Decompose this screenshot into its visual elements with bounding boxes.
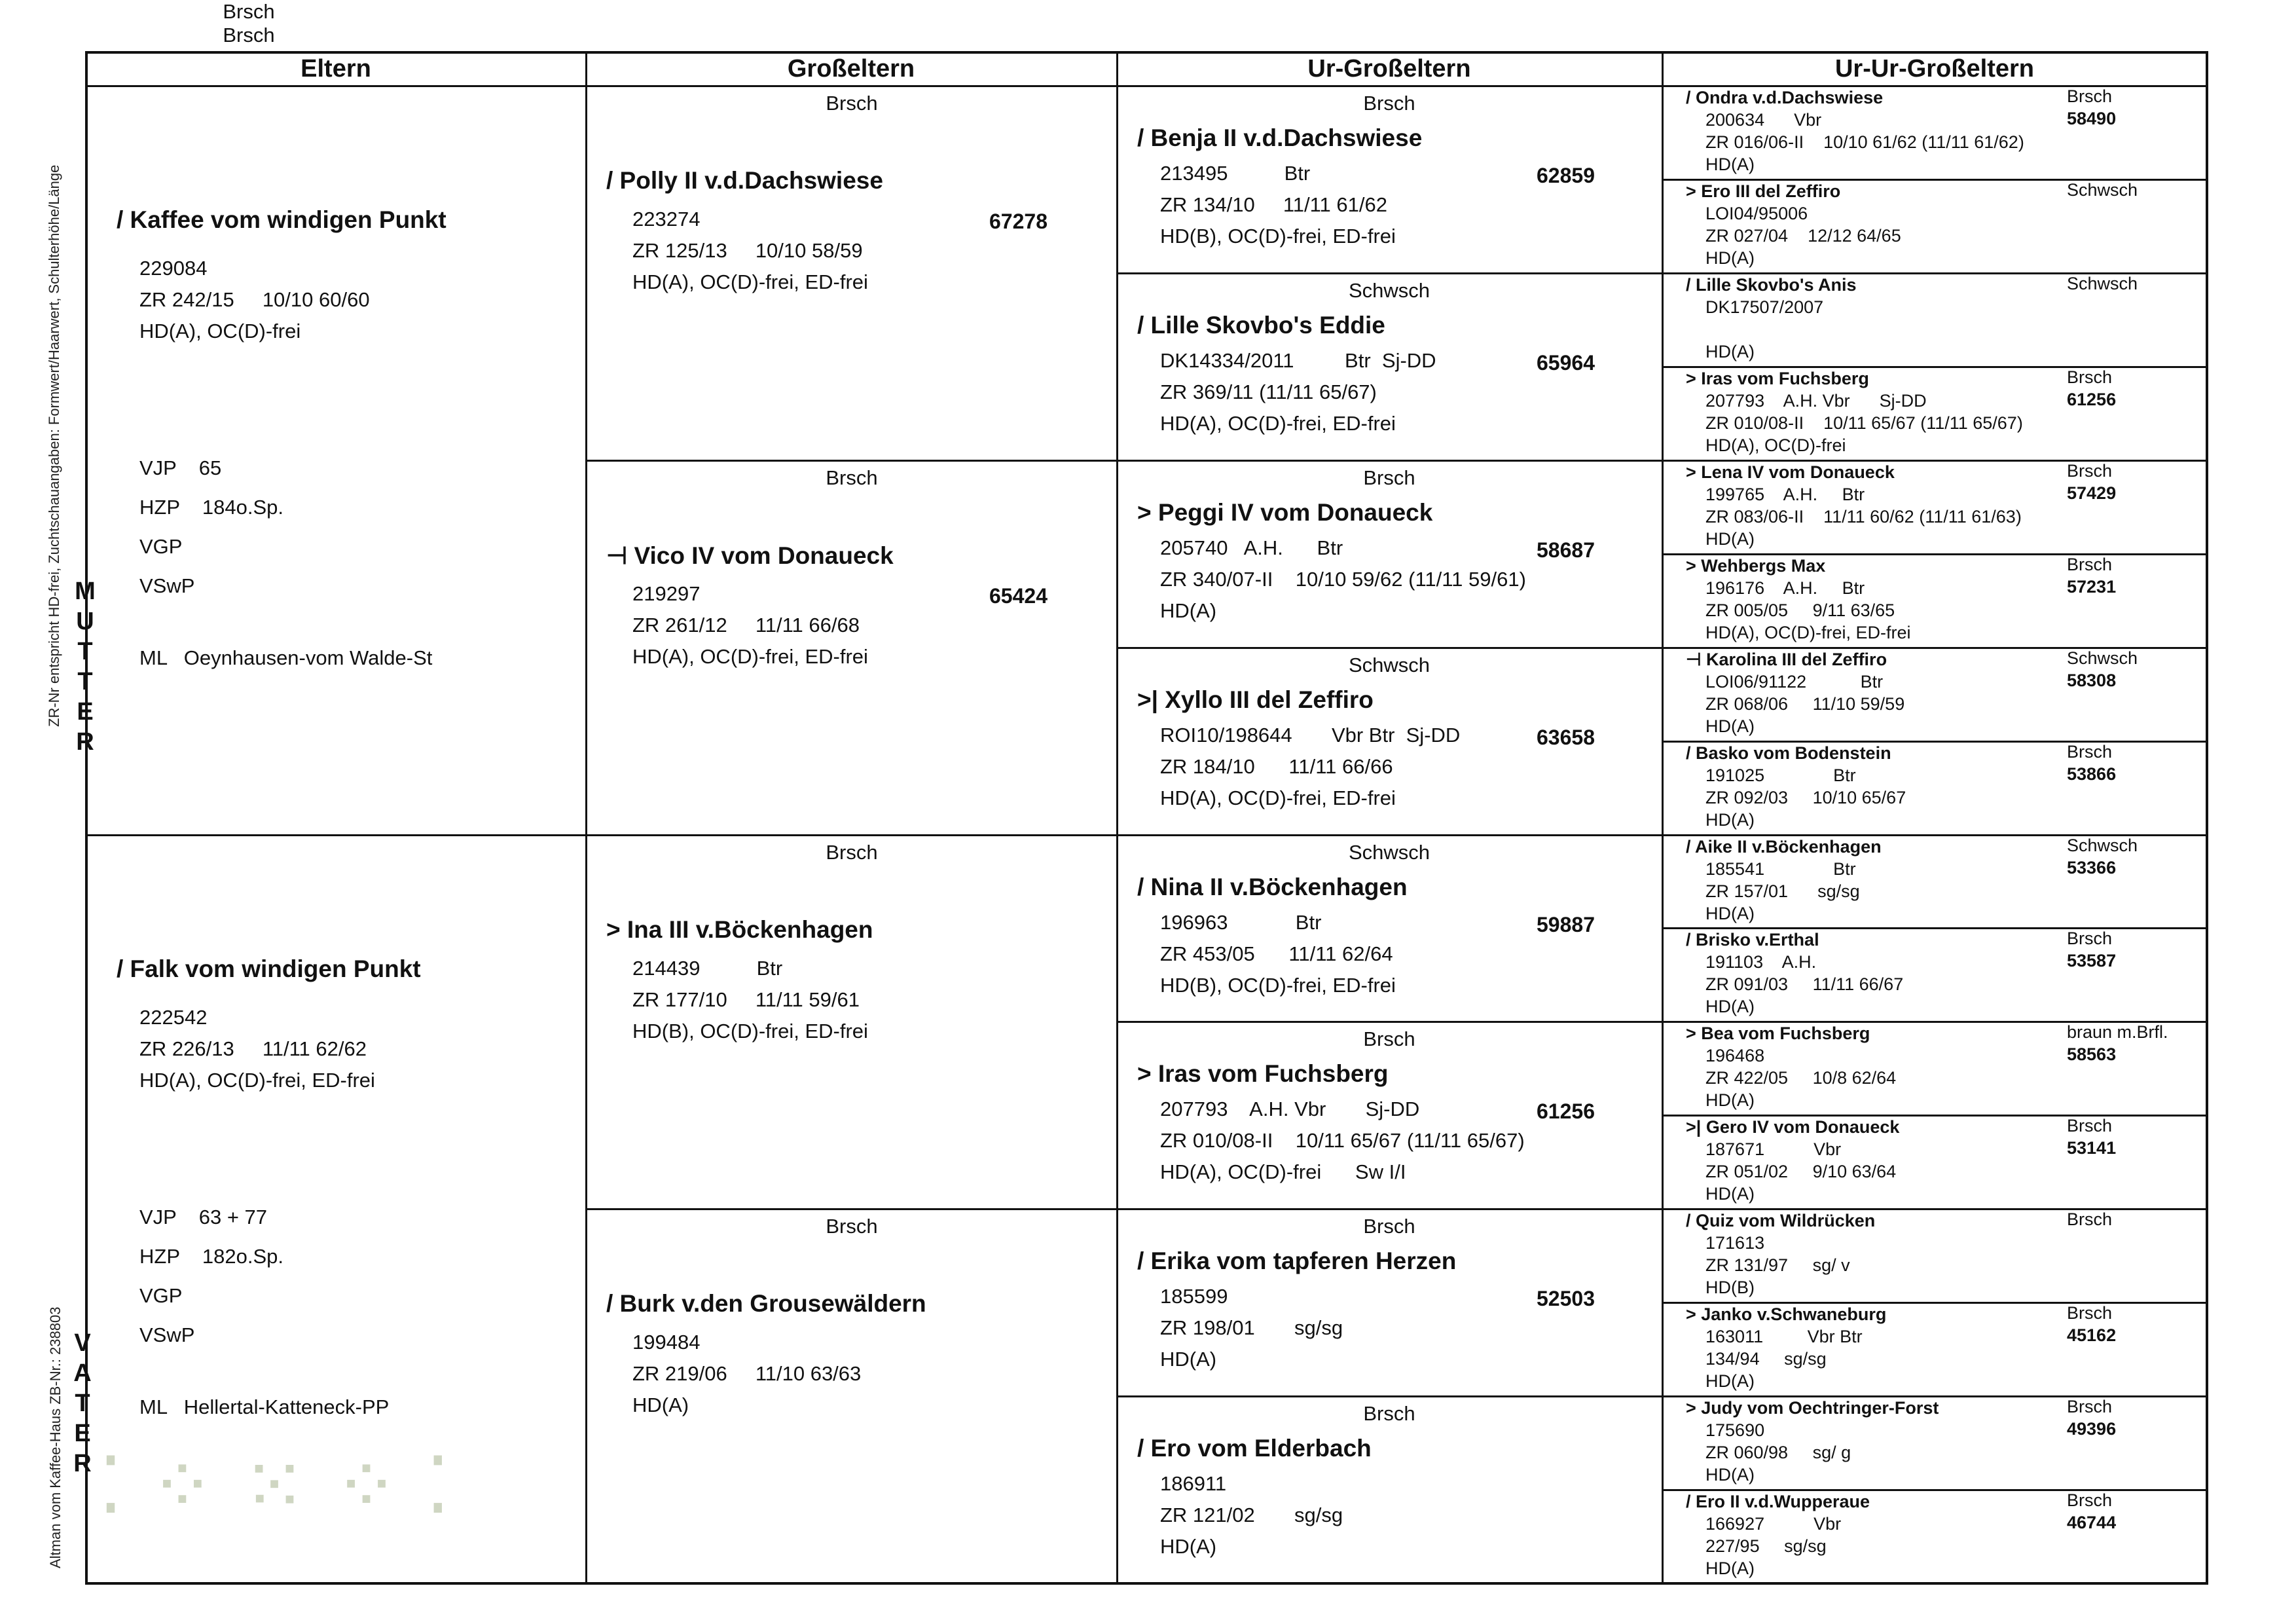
urgrosseltern-color: Schwsch [1348,653,1430,676]
ururgrosseltern-color: Brsch [2067,1116,2113,1136]
ururgrosseltern-detail: ZR 091/03 11/11 66/67 [1705,974,1904,995]
ururgrosseltern-detail: HD(A) [1705,155,1755,174]
urgrosseltern-detail: ZR 121/02 sg/sg [1160,1504,1343,1527]
ururgrosseltern-name: / Brisko v.Erthal [1686,930,1819,950]
ururgrosseltern-detail: 199765 A.H. Btr [1705,484,1865,504]
ururgrosseltern-color: Brsch [2067,1397,2113,1417]
urgrosseltern-detail: HD(A), OC(D)-frei, ED-frei [1160,786,1396,809]
grosseltern-number: 65424 [989,583,1048,608]
ururgrosseltern-color: Schwsch [2067,273,2138,293]
urgrosseltern-detail: ZR 369/11 (11/11 65/67) [1160,380,1377,403]
ururgrosseltern-detail: ZR 005/05 9/11 63/65 [1705,600,1895,620]
urgrosseltern-detail: 185599 [1160,1285,1228,1308]
ururgrosseltern-color: Schwsch [2067,179,2138,200]
ururgrosseltern-detail: 196468 [1705,1046,1765,1066]
urgrosseltern-number: 63658 [1537,725,1595,749]
ururgrosseltern-detail: HD(A) [1705,1090,1755,1111]
ururgrosseltern-name: > Judy vom Oechtringer-Forst [1686,1398,1939,1418]
ururgrosseltern-number: 58563 [2067,1044,2117,1065]
header-grosseltern: Großeltern [787,55,915,83]
ururgrosseltern-name: / Ondra v.d.Dachswiese [1686,88,1884,107]
ururgrosseltern-name: >| Gero IV vom Donaueck [1686,1117,1900,1137]
ururgrosseltern-number: 46744 [2067,1513,2117,1533]
urgrosseltern-name: > Peggi IV vom Donaueck [1137,498,1433,526]
eltern-detail: 229084 [139,257,208,280]
ururgrosseltern-number: 45162 [2067,1325,2117,1346]
ururgrosseltern-detail: LOI04/95006 [1705,203,1808,223]
ururgrosseltern-name: / Lille Skovbo's Anis [1686,274,1857,295]
urgrosseltern-detail: HD(A) [1160,1348,1217,1371]
ururgrosseltern-detail: HD(A), OC(D)-frei [1705,435,1846,455]
ururgrosseltern-detail: ZR 027/04 12/12 64/65 [1705,225,1901,246]
row-rule [1118,1395,1663,1397]
urgrosseltern-detail: ZR 134/10 11/11 61/62 [1160,193,1387,216]
row-rule [1118,272,1663,274]
ururgrosseltern-detail: HD(A) [1705,248,1755,268]
urgrosseltern-detail: HD(A) [1160,1535,1217,1559]
urgrosseltern-detail: DK14334/2011 Btr Sj-DD [1160,348,1436,372]
grosseltern-color: Brsch [826,1215,878,1238]
ururgrosseltern-number: 57231 [2067,576,2117,597]
row-rule [1118,647,1663,649]
urgrosseltern-color: Brsch [1363,1027,1415,1051]
ururgrosseltern-detail: HD(A) [1705,809,1755,830]
ururgrosseltern-detail: 196176 A.H. Btr [1705,578,1865,598]
urgrosseltern-number: 58687 [1537,538,1595,562]
ururgrosseltern-detail: ZR 083/06-II 11/11 60/62 (11/11 61/63) [1705,506,2022,526]
ururgrosseltern-detail: HD(A) [1705,1559,1755,1579]
urgrosseltern-name: > Iras vom Fuchsberg [1137,1060,1389,1088]
ururgrosseltern-detail: ZR 016/06-II 10/10 61/62 (11/11 61/62) [1705,132,2024,152]
ururgrosseltern-color: Brsch [2067,86,2113,106]
ururgrosseltern-color: Brsch [2067,1209,2113,1230]
eltern-color: Brsch [223,0,275,23]
urgrosseltern-name: >| Xyllo III del Zeffiro [1137,686,1374,713]
urgrosseltern-detail: 207793 A.H. Vbr Sj-DD [1160,1098,1420,1121]
eltern-trial: VJP 63 + 77 [139,1205,268,1228]
eltern-trial: VSwP [139,1323,217,1346]
urgrosseltern-number: 59887 [1537,912,1595,936]
side-note-bottom: Altman vom Kaffee-Haus ZB-Nr.: 238803 [47,1306,64,1568]
ururgrosseltern-detail: 227/95 sg/sg [1705,1536,1827,1557]
ururgrosseltern-number: 53366 [2067,857,2117,877]
ururgrosseltern-detail: 185541 Btr [1705,858,1856,879]
row-rule [587,1208,1118,1210]
urgrosseltern-detail: HD(B), OC(D)-frei, ED-frei [1160,225,1396,248]
ururgrosseltern-detail: HD(A) [1705,528,1755,549]
ururgrosseltern-detail: LOI06/91122 Btr [1705,671,1884,692]
grosseltern-color: Brsch [826,92,878,115]
ururgrosseltern-detail: 187671 Vbr [1705,1139,1842,1160]
ururgrosseltern-number: 53587 [2067,951,2117,971]
column-rule [1662,52,1664,1583]
urgrosseltern-detail: ZR 198/01 sg/sg [1160,1316,1343,1340]
urgrosseltern-detail: HD(A), OC(D)-frei Sw I/I [1160,1160,1406,1184]
ururgrosseltern-detail: ZR 131/97 sg/ v [1705,1255,1850,1276]
urgrosseltern-color: Schwsch [1348,840,1430,864]
ururgrosseltern-detail: HD(A) [1705,1184,1755,1204]
grosseltern-detail: 223274 [632,208,701,231]
ururgrosseltern-color: Brsch [2067,554,2113,574]
header-eltern: Eltern [301,55,371,83]
ururgrosseltern-detail: ZR 422/05 10/8 62/64 [1705,1068,1897,1088]
ururgrosseltern-detail: 171613 [1705,1233,1765,1253]
grosseltern-name: ⊣ Vico IV vom Donaueck [606,542,894,569]
grosseltern-name: / Polly II v.d.Dachswiese [606,167,883,194]
ururgrosseltern-number: 57429 [2067,483,2117,503]
ururgrosseltern-detail: 200634 Vbr [1705,110,1822,130]
ururgrosseltern-number: 49396 [2067,1419,2117,1439]
ururgrosseltern-color: Brsch [2067,460,2113,481]
urgrosseltern-detail: ROI10/198644 Vbr Btr Sj-DD [1160,723,1461,747]
grosseltern-detail: HD(A), OC(D)-frei, ED-frei [632,270,868,293]
ururgrosseltern-name: / Aike II v.Böckenhagen [1686,836,1882,857]
row-rule [1118,834,1663,836]
ururgrosseltern-detail: DK17507/2007 [1705,297,1824,317]
ururgrosseltern-detail: ZR 157/01 sg/sg [1705,881,1860,901]
row-rule [87,834,587,836]
ururgrosseltern-detail: 134/94 sg/sg [1705,1349,1827,1369]
ururgrosseltern-color: braun m.Brfl. [2067,1022,2168,1043]
grosseltern-detail: HD(A) [632,1393,689,1417]
grosseltern-color: Brsch [826,840,878,864]
ururgrosseltern-detail: HD(B) [1705,1278,1755,1298]
eltern-color: Brsch [223,24,275,46]
ururgrosseltern-detail: 191025 Btr [1705,765,1856,785]
ururgrosseltern-number: 58490 [2067,109,2117,128]
eltern-trial: VSwP [139,574,217,597]
urgrosseltern-number: 52503 [1537,1287,1595,1311]
ururgrosseltern-color: Brsch [2067,1490,2113,1511]
eltern-detail: ZR 226/13 11/11 62/62 [139,1037,367,1060]
grosseltern-detail: ZR 219/06 11/10 63/63 [632,1362,862,1386]
eltern-trial: VJP 65 [139,456,222,479]
eltern-name: / Falk vom windigen Punkt [117,955,421,982]
ururgrosseltern-detail: HD(A) [1705,341,1755,361]
urgrosseltern-name: / Nina II v.Böckenhagen [1137,873,1408,900]
eltern-trial: HZP 182o.Sp. [139,1244,283,1268]
ururgrosseltern-name: ⊣ Karolina III del Zeffiro [1686,649,1887,669]
urgrosseltern-name: / Lille Skovbo's Eddie [1137,311,1385,339]
eltern-detail: HD(A), OC(D)-frei, ED-frei [139,1068,375,1092]
vater-label: V A T E R [73,1329,92,1477]
eltern-detail: HD(A), OC(D)-frei [139,320,301,342]
eltern-ml: ML Oeynhausen-vom Walde-St [139,646,433,669]
ururgrosseltern-number: 58308 [2067,670,2117,690]
eltern-ml: ML Hellertal-Katteneck-PP [139,1395,390,1418]
ururgrosseltern-detail: 166927 Vbr [1705,1514,1842,1534]
row-rule [1118,460,1663,462]
ururgrosseltern-number: 61256 [2067,389,2117,409]
faint-stamp: ⁚⁘⁙⁘⁚ [98,1441,477,1532]
urgrosseltern-detail: HD(B), OC(D)-frei, ED-frei [1160,973,1396,997]
grosseltern-detail: ZR 261/12 11/11 66/68 [632,613,860,637]
ururgrosseltern-number: 53141 [2067,1138,2117,1158]
ururgrosseltern-name: > Iras vom Fuchsberg [1686,368,1869,388]
ururgrosseltern-detail: ZR 010/08-II 10/11 65/67 (11/11 65/67) [1705,413,2023,433]
urgrosseltern-name: / Ero vom Elderbach [1137,1435,1372,1462]
urgrosseltern-number: 65964 [1537,350,1595,375]
urgrosseltern-detail: HD(A), OC(D)-frei, ED-frei [1160,411,1396,435]
urgrosseltern-name: / Erika vom tapferen Herzen [1137,1247,1457,1275]
ururgrosseltern-detail: 207793 A.H. Vbr Sj-DD [1705,390,1927,411]
grosseltern-number: 67278 [989,210,1048,233]
ururgrosseltern-color: Schwsch [2067,835,2138,855]
ururgrosseltern-detail: HD(A) [1705,1371,1755,1392]
header-rule [87,85,2208,87]
ururgrosseltern-name: > Janko v.Schwaneburg [1686,1304,1887,1325]
urgrosseltern-color: Brsch [1363,92,1415,115]
ururgrosseltern-detail: HD(A) [1705,716,1755,736]
ururgrosseltern-detail: ZR 068/06 11/10 59/59 [1705,693,1905,714]
grosseltern-detail: 214439 Btr [632,956,783,980]
row-rule [587,834,1118,836]
urgrosseltern-number: 61256 [1537,1099,1595,1124]
grosseltern-detail: 199484 [632,1331,701,1354]
urgrosseltern-detail: 186911 [1160,1472,1227,1496]
urgrosseltern-detail: HD(A) [1160,599,1217,622]
eltern-name: / Kaffee vom windigen Punkt [117,206,446,233]
grosseltern-name: / Burk v.den Grousewäldern [606,1290,926,1318]
mutter-label: M U T T E R [75,578,96,756]
ururgrosseltern-color: Schwsch [2067,648,2138,668]
urgrosseltern-detail: 196963 Btr [1160,910,1322,934]
ururgrosseltern-detail: HD(A) [1705,1465,1755,1485]
ururgrosseltern-detail: HD(A) [1705,903,1755,923]
grosseltern-detail: 219297 [632,581,701,605]
header-ururgrosseltern: Ur-Ur-Großeltern [1834,55,2035,83]
urgrosseltern-number: 62859 [1537,164,1595,187]
ururgrosseltern-detail: HD(A), OC(D)-frei, ED-frei [1705,622,1911,642]
urgrosseltern-color: Schwsch [1348,278,1430,302]
ururgrosseltern-name: > Bea vom Fuchsberg [1686,1024,1870,1044]
urgrosseltern-detail: ZR 340/07-II 10/10 59/62 (11/11 59/61) [1160,567,1526,591]
urgrosseltern-color: Brsch [1363,1402,1415,1426]
ururgrosseltern-detail: HD(A) [1705,997,1755,1017]
urgrosseltern-detail: ZR 184/10 11/11 66/66 [1160,754,1393,778]
ururgrosseltern-name: / Basko vom Bodenstein [1686,743,1891,763]
urgrosseltern-detail: 213495 Btr [1160,162,1311,185]
urgrosseltern-detail: 205740 A.H. Btr [1160,536,1343,559]
eltern-trial: VGP [139,535,205,558]
grosseltern-detail: HD(B), OC(D)-frei, ED-frei [632,1019,868,1043]
urgrosseltern-color: Brsch [1363,1215,1415,1238]
header-urgrosseltern: Ur-Großeltern [1307,55,1471,83]
column-rule [585,52,587,1583]
grosseltern-color: Brsch [826,466,878,489]
urgrosseltern-color: Brsch [1363,466,1415,489]
row-rule [587,460,1118,462]
eltern-trial: VGP [139,1283,205,1307]
urgrosseltern-detail: ZR 453/05 11/11 62/64 [1160,942,1393,965]
ururgrosseltern-detail: 163011 Vbr Btr [1705,1327,1863,1347]
ururgrosseltern-number: 53866 [2067,764,2117,784]
ururgrosseltern-name: / Quiz vom Wildrücken [1686,1211,1876,1231]
ururgrosseltern-detail: ZR 051/02 9/10 63/64 [1705,1162,1897,1182]
ururgrosseltern-detail: ZR 060/98 sg/ g [1705,1443,1851,1463]
ururgrosseltern-color: Brsch [2067,1303,2113,1323]
ururgrosseltern-name: > Wehbergs Max [1686,555,1826,576]
row-rule [1118,1208,1663,1210]
ururgrosseltern-name: / Ero II v.d.Wupperaue [1686,1492,1870,1512]
ururgrosseltern-detail: 175690 [1705,1420,1765,1441]
row-rule [1118,1021,1663,1023]
eltern-detail: 222542 [139,1005,208,1029]
grosseltern-detail: HD(A), OC(D)-frei, ED-frei [632,644,868,668]
urgrosseltern-detail: ZR 010/08-II 10/11 65/67 (11/11 65/67) [1160,1129,1525,1153]
ururgrosseltern-color: Brsch [2067,929,2113,949]
ururgrosseltern-detail: 191103 A.H. [1705,952,1817,972]
eltern-trial: HZP 184o.Sp. [139,496,283,519]
side-note-top: ZR-Nr entspricht HD-frei, Zuchtschauangaben: Formwert/Haarwert, Schulterhöhe/Länge [46,164,62,727]
grosseltern-detail: ZR 125/13 10/10 58/59 [632,239,863,262]
urgrosseltern-name: / Benja II v.d.Dachswiese [1137,124,1423,151]
ururgrosseltern-color: Brsch [2067,741,2113,762]
ururgrosseltern-name: > Ero III del Zeffiro [1686,181,1841,201]
eltern-detail: ZR 242/15 10/10 60/60 [139,288,370,311]
ururgrosseltern-detail: ZR 092/03 10/10 65/67 [1705,787,1906,807]
grosseltern-name: > Ina III v.Böckenhagen [606,915,873,943]
ururgrosseltern-name: > Lena IV vom Donaueck [1686,462,1895,482]
grosseltern-detail: ZR 177/10 11/11 59/61 [632,987,860,1011]
ururgrosseltern-color: Brsch [2067,367,2113,387]
